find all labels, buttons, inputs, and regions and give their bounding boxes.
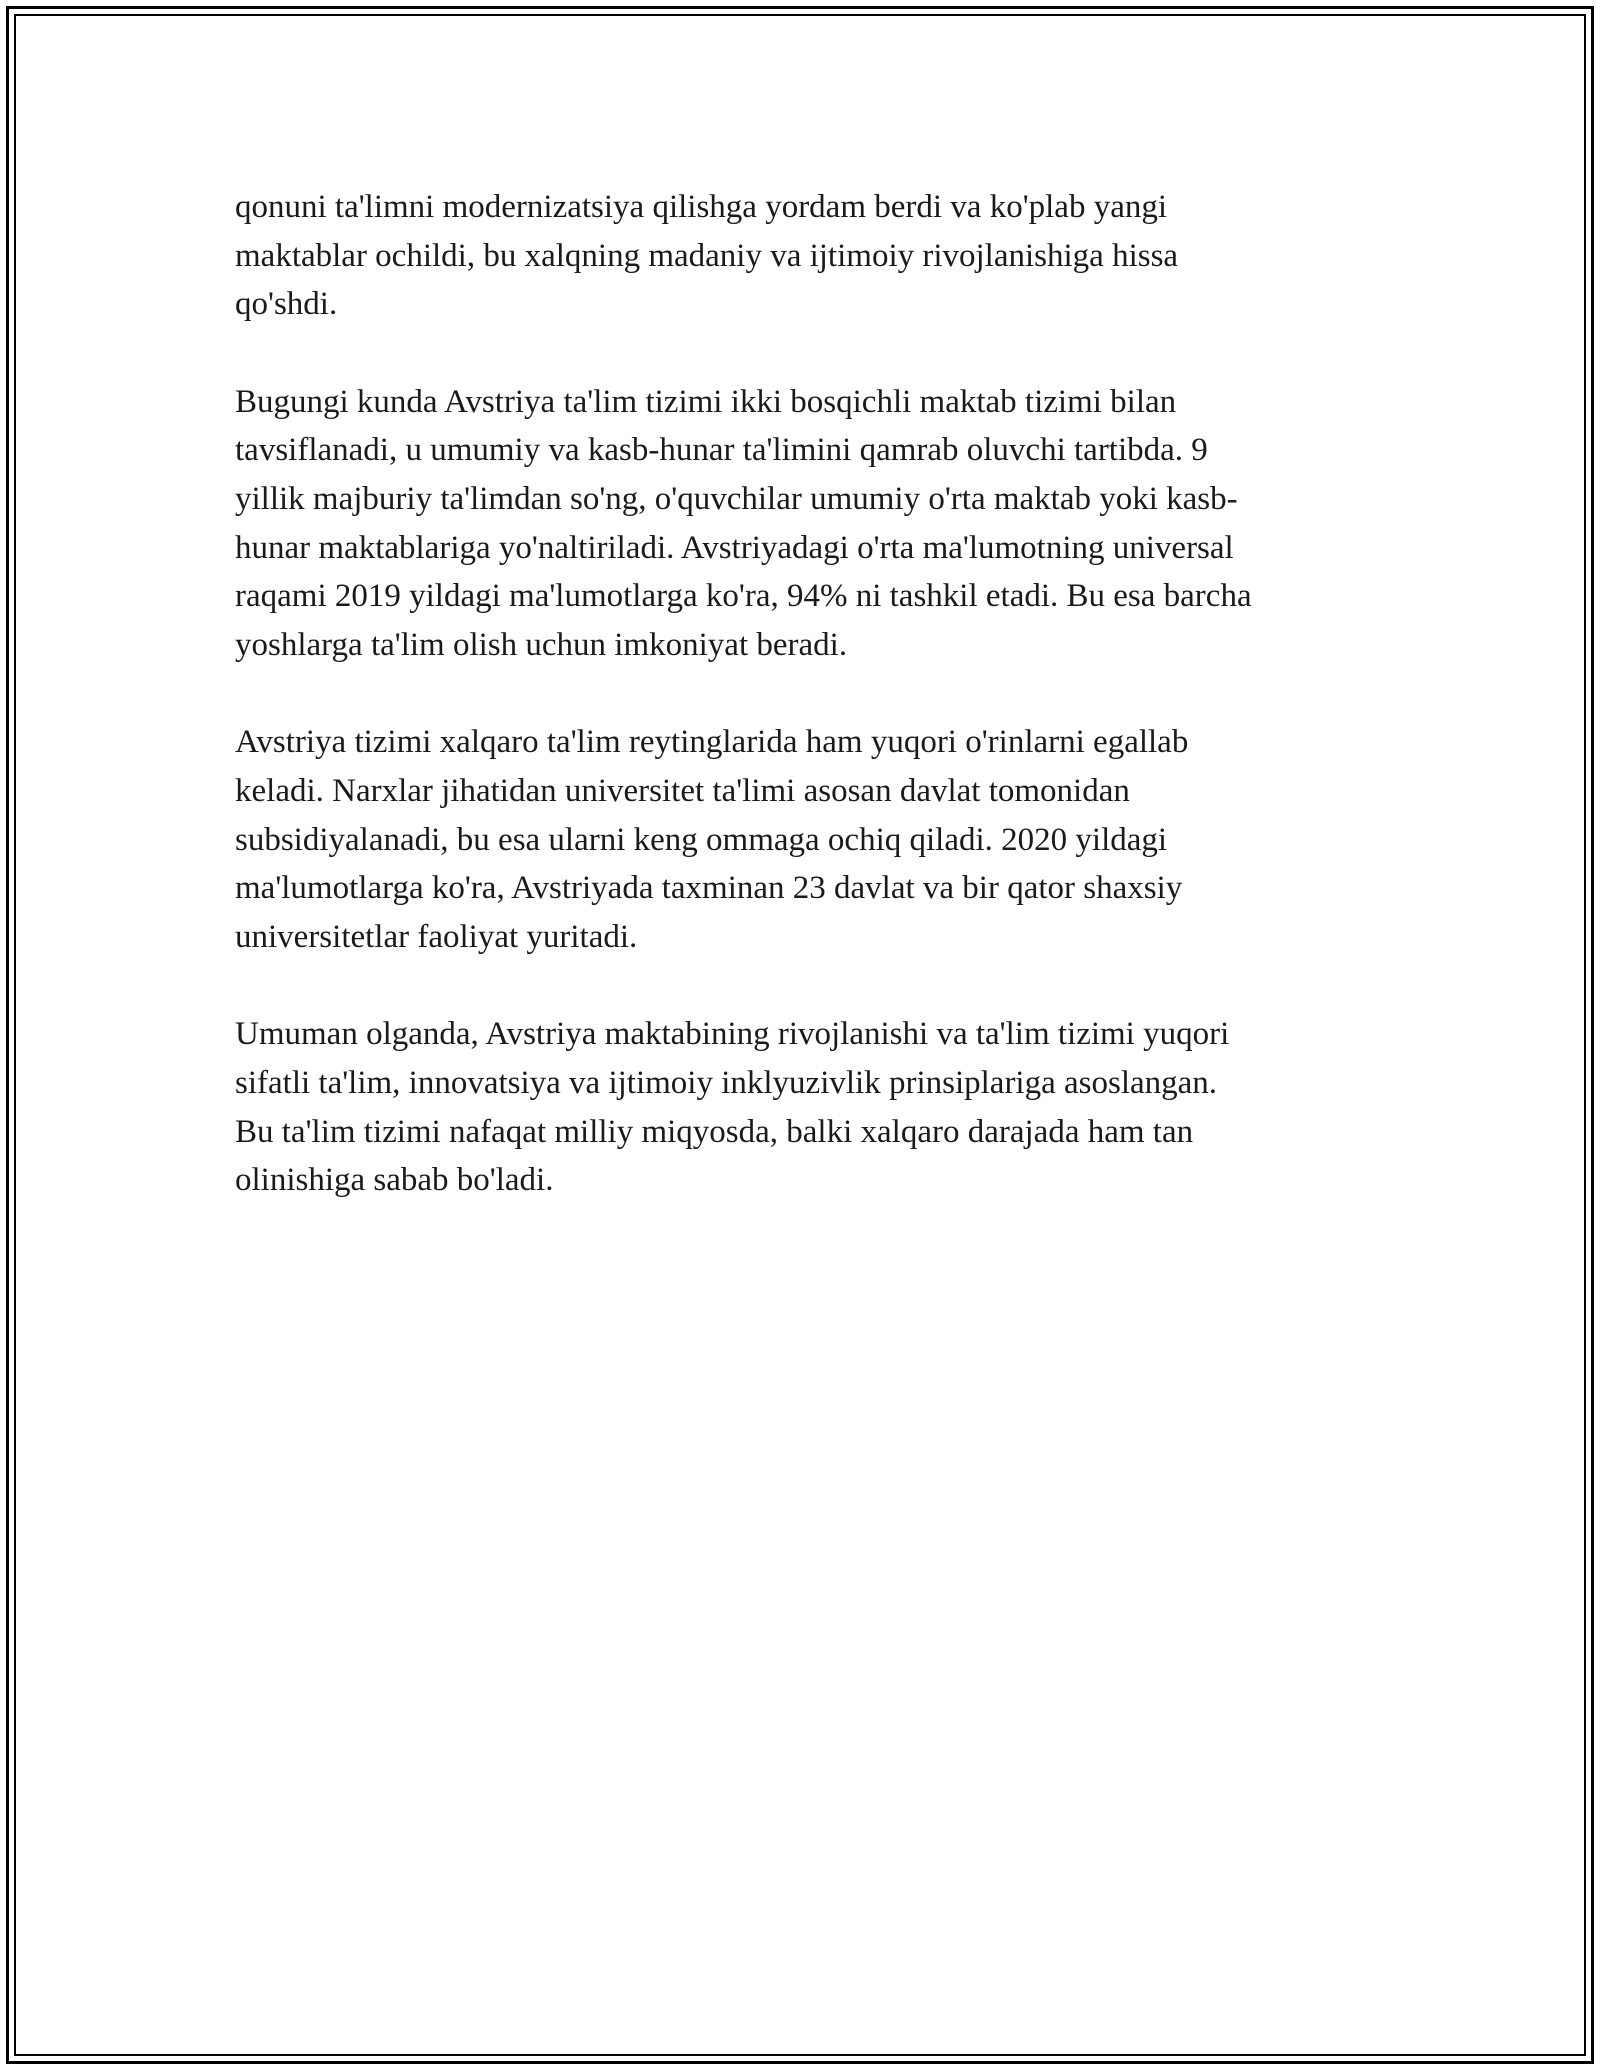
paragraph-3 <box>235 718 1395 961</box>
text-line: tavsiflanadi, u umumiy va kasb-hunar ta'limini qamrab oluvchi tartibda. 9 <box>235 432 1208 469</box>
text-line: hunar maktablariga yo'naltiriladi. Avstriyadagi o'rta ma'lumotning universal <box>235 529 1234 566</box>
text-line: sifatli ta'lim, innovatsiya va ijtimoiy inklyuzivlik prinsiplariga asoslangan. <box>235 1064 1218 1101</box>
paragraph-2 <box>235 378 1395 670</box>
text-line: raqami 2019 yildagi ma'lumotlarga ko'ra, 94% ni tashkil etadi. Bu esa barcha <box>235 578 1252 615</box>
text-line: universitetlar faoliyat yuritadi. <box>235 918 638 955</box>
text-line: qo'shdi. <box>235 286 338 323</box>
text-line: maktablar ochildi, bu xalqning madaniy va ijtimoiy rivojlanishiga hissa <box>235 237 1179 274</box>
text-line: olinishiga sabab bo'ladi. <box>235 1162 554 1199</box>
text-line: yoshlarga ta'lim olish uchun imkoniyat beradi. <box>235 626 848 663</box>
text-line: Umuman olganda, Avstriya maktabining rivojlanishi va ta'lim tizimi yuqori <box>235 1016 1230 1053</box>
text-line: Bugungi kunda Avstriya ta'lim tizimi ikki bosqichli maktab tizimi bilan <box>235 383 1177 420</box>
paragraph-4 <box>235 1010 1395 1204</box>
text-line: Avstriya tizimi xalqaro ta'lim reytinglarida ham yuqori o'rinlarni egallab <box>235 724 1189 761</box>
text-line: subsidiyalanadi, bu esa ularni keng ommaga ochiq qiladi. 2020 yildagi <box>235 821 1168 858</box>
paragraph-1 <box>235 183 1395 329</box>
text-line: ma'lumotlarga ko'ra, Avstriyada taxminan 23 davlat va bir qator shaxsiy <box>235 870 1183 907</box>
text-line: yillik majburiy ta'limdan so'ng, o'quvchilar umumiy o'rta maktab yoki kasb- <box>235 480 1238 517</box>
text-line: Bu ta'lim tizimi nafaqat milliy miqyosda, balki xalqaro darajada ham tan <box>235 1113 1194 1150</box>
text-line: keladi. Narxlar jihatidan universitet ta'limi asosan davlat tomonidan <box>235 772 1130 809</box>
document-body <box>235 183 1395 1254</box>
text-line: qonuni ta'limni modernizatsiya qilishga yordam berdi va ko'plab yangi <box>235 189 1168 225</box>
